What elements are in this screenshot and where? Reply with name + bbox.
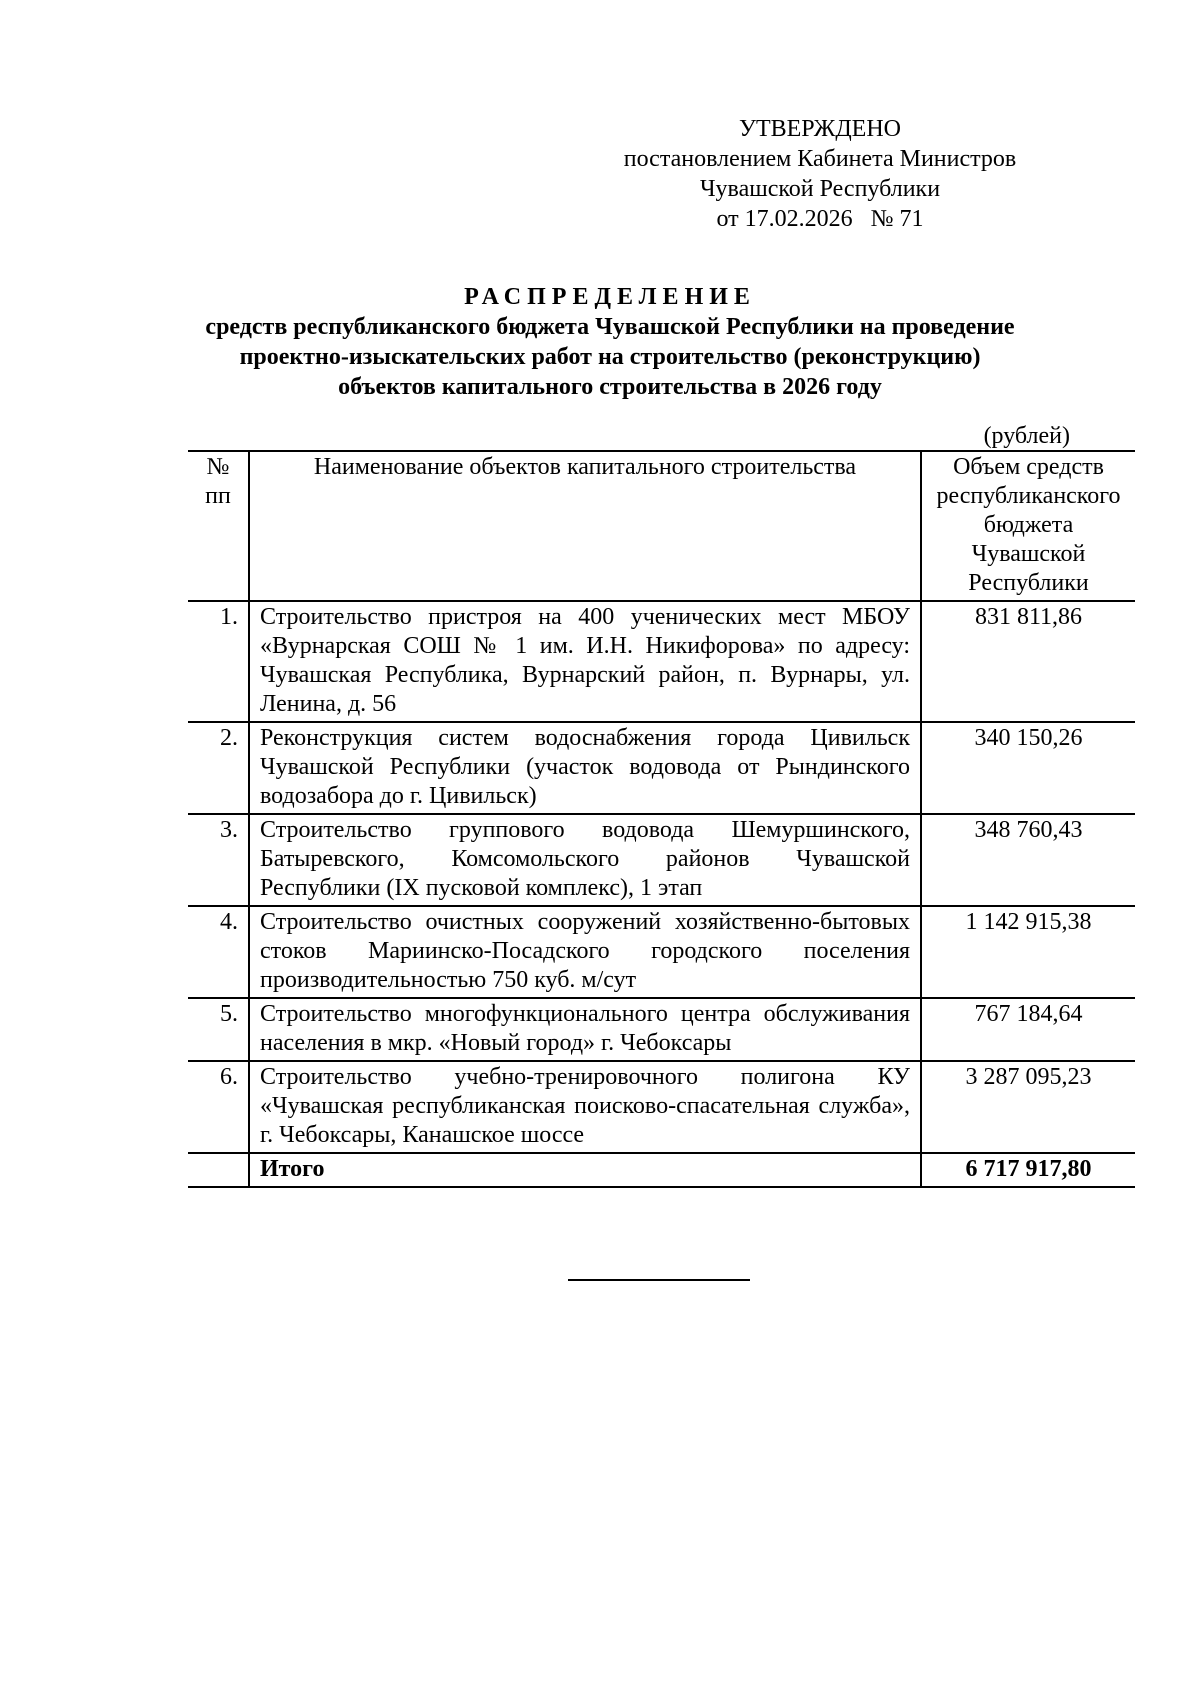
row-number: 4.	[188, 906, 249, 998]
total-label: Итого	[249, 1153, 921, 1187]
row-object-name: Строительство пристроя на 400 ученических мест МБОУ «Вурнарская СОШ № 1 им. И.Н. Никифорова» по адресу: Чувашская Республика, Вурнарский район, п. Вурнары, ул. Ленина, д. 56	[249, 601, 921, 722]
row-object-name: Строительство группового водовода Шемуршинского, Батыревского, Комсомольского районов Чувашской Республики (IX пусковой комплекс), 1 этап	[249, 814, 921, 906]
row-object-name: Строительство многофункционального центра обслуживания населения в мкр. «Новый город» г. Чебоксары	[249, 998, 921, 1061]
document-heading: РАСПРЕДЕЛЕНИЕ	[464, 284, 756, 310]
header-number: № пп	[188, 451, 249, 601]
row-amount: 767 184,64	[921, 998, 1135, 1061]
approval-republic: Чувашской Республики	[699, 176, 941, 202]
document-subtitle-line-2: проектно-изыскательских работ на строительство (реконструкцию)	[239, 344, 981, 370]
row-amount: 3 287 095,23	[921, 1061, 1135, 1153]
document-title	[160, 282, 1060, 402]
distribution-table	[188, 450, 1135, 1188]
approval-date-number: от 17.02.2026 № 71	[716, 206, 924, 232]
document-subtitle-line-3: объектов капитального строительства в 2026 году	[338, 374, 882, 400]
document-subtitle-line-1: средств республиканского бюджета Чувашской Республики на проведение	[205, 314, 1015, 340]
row-object-name: Строительство учебно-тренировочного полигона КУ «Чувашская республиканская поисково-спасательная служба», г. Чебоксары, Канашское шоссе	[249, 1061, 921, 1153]
approval-issuer: постановлением Кабинета Министров	[623, 146, 1017, 172]
closing-divider	[568, 1279, 750, 1281]
row-amount: 340 150,26	[921, 722, 1135, 814]
total-number-cell	[188, 1153, 249, 1187]
table-row	[188, 1061, 1135, 1153]
table-row	[188, 906, 1135, 998]
units-label: (рублей)	[983, 423, 1070, 449]
approval-heading: УТВЕРЖДЕНО	[738, 116, 902, 142]
table-row	[188, 601, 1135, 722]
header-object-name: Наименование объектов капитального строительства	[249, 451, 921, 601]
row-number: 3.	[188, 814, 249, 906]
row-number: 2.	[188, 722, 249, 814]
row-number: 1.	[188, 601, 249, 722]
table-row	[188, 722, 1135, 814]
approval-stamp	[620, 114, 1020, 234]
row-amount: 831 811,86	[921, 601, 1135, 722]
row-amount: 348 760,43	[921, 814, 1135, 906]
row-number: 5.	[188, 998, 249, 1061]
table-total-row	[188, 1153, 1135, 1187]
row-number: 6.	[188, 1061, 249, 1153]
row-amount: 1 142 915,38	[921, 906, 1135, 998]
table-row	[188, 814, 1135, 906]
row-object-name: Строительство очистных сооружений хозяйственно-бытовых стоков Мариинско-Посадского городского поселения производительностью 750 куб. м/сут	[249, 906, 921, 998]
table-row	[188, 998, 1135, 1061]
row-object-name: Реконструкция систем водоснабжения города Цивильск Чувашской Республики (участок водовода от Рындинского водозабора до г. Цивильск)	[249, 722, 921, 814]
table-header-row	[188, 451, 1135, 601]
header-amount: Объем средств республиканского бюджета Чувашской Республики	[921, 451, 1135, 601]
total-amount: 6 717 917,80	[921, 1153, 1135, 1187]
